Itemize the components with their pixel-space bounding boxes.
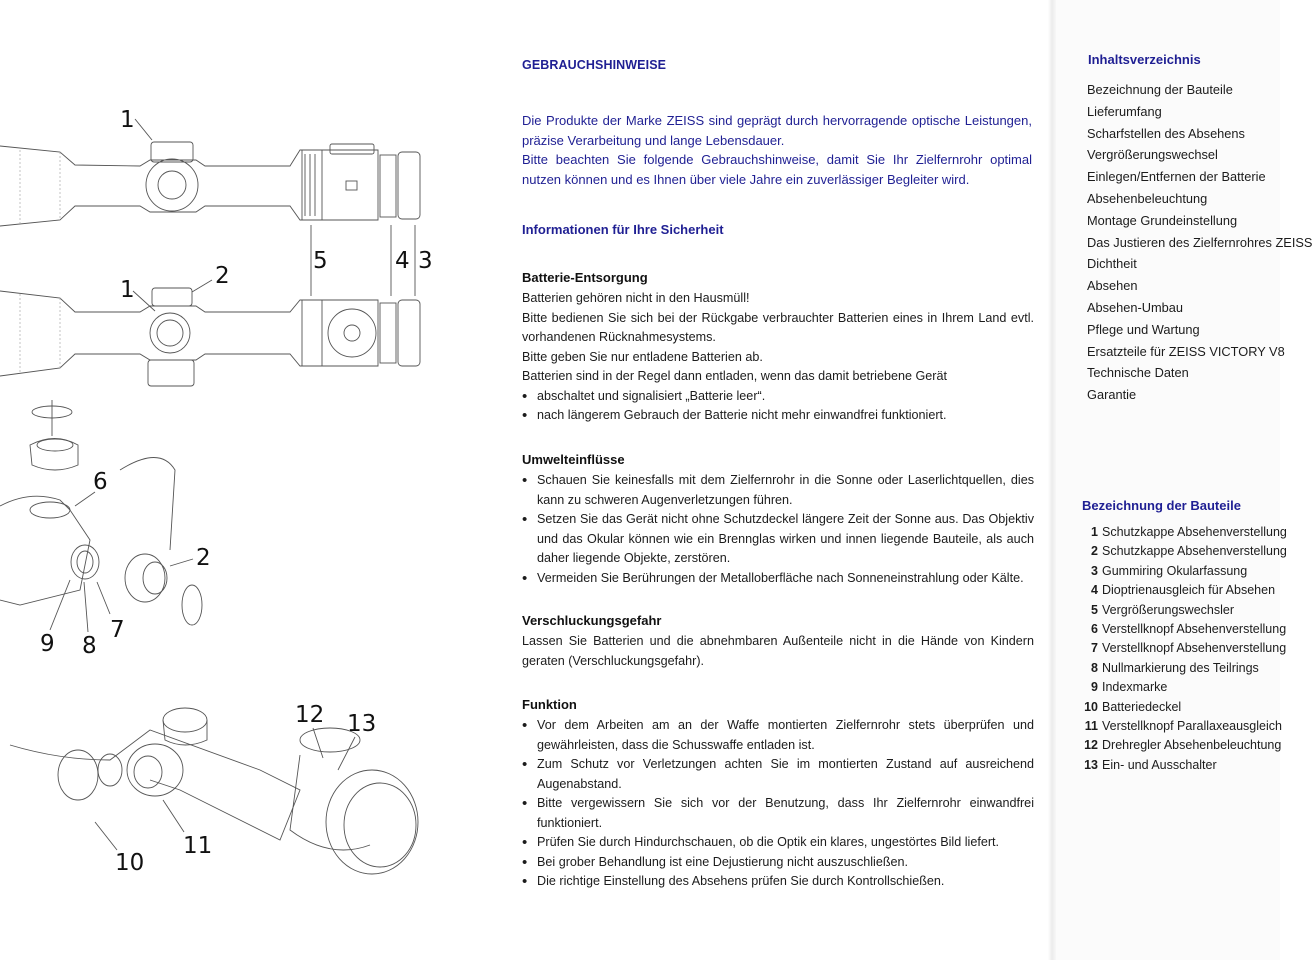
toc-item: Bezeichnung der Bauteile xyxy=(1087,82,1233,97)
toc-item: Absehen-Umbau xyxy=(1087,299,1184,315)
toc-item: Pflege und Wartung xyxy=(1087,321,1200,337)
parts-item xyxy=(1078,620,1287,639)
part-label: Ein- und Ausschalter xyxy=(1102,757,1217,772)
callout-10: 10 xyxy=(115,850,145,876)
part-label: Gummiring Okularfassung xyxy=(1102,563,1248,578)
callout-1-top: 1 xyxy=(120,107,135,133)
function-section xyxy=(522,696,1034,892)
part-label: Verstellknopf Parallaxeausgleich xyxy=(1102,719,1282,734)
section-heading: Batterie-Entsorgung xyxy=(522,270,648,285)
toc-title: Inhaltsverzeichnis xyxy=(1088,52,1201,67)
table-of-contents xyxy=(1087,79,1312,406)
part-number: 8 xyxy=(1091,660,1098,675)
toc-item: Technische Daten xyxy=(1087,365,1189,381)
toc-item: Ersatzteile für ZEISS VICTORY V8 xyxy=(1087,343,1285,359)
part-label: Indexmarke xyxy=(1102,680,1168,695)
page-title: GEBRAUCHSHINWEISE xyxy=(522,58,667,72)
part-label: Dioptrienausgleich für Absehen xyxy=(1102,583,1276,598)
part-number: 3 xyxy=(1091,563,1098,578)
callout-8: 8 xyxy=(82,633,97,659)
paragraph: Batterien gehören nicht in den Hausmüll! xyxy=(522,291,750,305)
callout-6: 6 xyxy=(93,469,108,495)
section-heading: Funktion xyxy=(522,697,577,712)
callout-2-middle: 2 xyxy=(215,263,230,289)
toc-item: Dichtheit xyxy=(1087,256,1137,272)
toc-item: Montage Grundeinstellung xyxy=(1087,212,1238,228)
environment-section xyxy=(522,451,1034,588)
battery-disposal-section xyxy=(522,269,1034,426)
part-label: Drehregler Absehenbeleuchtung xyxy=(1102,738,1282,753)
bullet-item: • Bitte vergewissern Sie sich vor der Benutzung, dass Ihr Zielfernrohr einwandfrei funktioniert. xyxy=(522,794,1034,833)
contents-page xyxy=(1056,0,1312,960)
callout-9: 9 xyxy=(40,631,55,657)
parts-list xyxy=(1078,523,1287,775)
instructions-page xyxy=(470,0,1048,960)
bullet-list xyxy=(522,471,1034,588)
illustration-page xyxy=(0,0,470,960)
paragraph: Lassen Sie Batterien und die abnehmbaren Außenteile nicht in die Hände von Kindern geraten (Verschluckungsgefahr). xyxy=(522,634,1034,668)
parts-item xyxy=(1078,639,1287,658)
bullet-list xyxy=(522,387,1034,426)
parts-item xyxy=(1078,562,1287,581)
paragraph: Batterien sind in der Regel dann entladen, wenn das damit betriebene Gerät xyxy=(522,369,947,383)
part-label: Schutzkappe Absehenverstellung xyxy=(1102,544,1287,559)
parts-item xyxy=(1078,678,1287,697)
callout-11: 11 xyxy=(183,833,213,859)
section-heading: Verschluckungsgefahr xyxy=(522,613,662,628)
bullet-item: • Schauen Sie keinesfalls mit dem Zielfernrohr in die Sonne oder Laserlichtquellen, dies kann zu schweren Augenverletzungen führen. xyxy=(522,471,1034,510)
part-number: 4 xyxy=(1091,583,1098,598)
toc-item: Garantie xyxy=(1087,387,1137,403)
toc-item: Einlegen/Entfernen der Batterie xyxy=(1087,169,1266,185)
parts-item xyxy=(1078,698,1287,717)
parts-item xyxy=(1078,523,1287,542)
part-label: Schutzkappe Absehenverstellung xyxy=(1102,525,1287,539)
bullet-item: • Bei grober Behandlung ist eine Dejustierung nicht auszuschließen. xyxy=(522,853,1034,873)
bullet-item: • Vor dem Arbeiten am an der Waffe montierten Zielfernrohr stets überprüfen und gewährleisten, dass die Schusswaffe entladen ist. xyxy=(522,716,1034,755)
scope-side-view-top xyxy=(0,142,420,226)
scope-top-view xyxy=(0,288,420,386)
part-number: 12 xyxy=(1084,738,1098,753)
bullet-item: • Vermeiden Sie Berührungen der Metalloberfläche nach Sonneneinstrahlung oder Kälte. xyxy=(522,569,1034,589)
part-number: 13 xyxy=(1084,757,1098,772)
callout-5: 5 xyxy=(313,248,328,274)
bullet-item: • Setzen Sie das Gerät nicht ohne Schutzdeckel längere Zeit der Sonne aus. Das Objektiv und das Okular können wie ein Brennglas wirken und innen liegende Bauteile, als auch daher liegende Objekte, zerstören. xyxy=(522,510,1034,569)
part-number: 9 xyxy=(1091,680,1098,695)
parts-item xyxy=(1078,717,1287,736)
callout-7: 7 xyxy=(110,617,125,643)
part-number: 1 xyxy=(1091,525,1098,539)
parts-item xyxy=(1078,756,1287,775)
callout-13: 13 xyxy=(347,711,377,737)
section-heading: Umwelteinflüsse xyxy=(522,452,625,467)
callout-3: 3 xyxy=(418,248,433,274)
callout-4: 4 xyxy=(395,248,410,274)
bullet-item: • abschaltet und signalisiert „Batterie leer“. xyxy=(522,387,1034,407)
parts-item xyxy=(1078,736,1287,755)
part-number: 6 xyxy=(1091,622,1098,637)
bullet-item: • nach längerem Gebrauch der Batterie nicht mehr einwandfrei funktioniert. xyxy=(522,406,1034,426)
parts-item xyxy=(1078,581,1287,600)
parts-title: Bezeichnung der Bauteile xyxy=(1082,498,1241,513)
intro-paragraph: Bitte beachten Sie folgende Gebrauchshinweise, damit Sie Ihr Zielfernrohr optimal nutzen können und es Ihnen über viele Jahre ein zuverlässiger Begleiter wird. xyxy=(522,152,1032,187)
intro-text xyxy=(522,111,1032,189)
bullet-list xyxy=(522,716,1034,892)
toc-item: Scharfstellen des Absehens xyxy=(1087,125,1245,141)
choking-hazard-section xyxy=(522,612,1034,671)
part-number: 5 xyxy=(1091,602,1098,617)
toc-item: Lieferumfang xyxy=(1087,103,1162,119)
callout-12: 12 xyxy=(295,702,325,728)
intro-paragraph: Die Produkte der Marke ZEISS sind geprägt durch hervorragende optische Leistungen, präzise Verarbeitung und lange Lebensdauer. xyxy=(522,113,1032,148)
parts-item xyxy=(1078,659,1287,678)
callout-2-exploded: 2 xyxy=(196,545,211,571)
toc-item: Vergrößerungswechsel xyxy=(1087,147,1218,163)
part-number: 10 xyxy=(1084,699,1098,714)
part-label: Nullmarkierung des Teilrings xyxy=(1102,660,1259,675)
part-label: Verstellknopf Absehenverstellung xyxy=(1102,622,1287,637)
toc-item: Das Justieren des Zielfernrohres ZEISS xyxy=(1087,234,1312,250)
part-label: Batteriedeckel xyxy=(1102,699,1182,714)
bullet-item: • Die richtige Einstellung des Absehens prüfen Sie durch Kontrollschießen. xyxy=(522,872,1034,892)
part-number: 2 xyxy=(1091,544,1098,559)
part-label: Vergrößerungswechsler xyxy=(1102,602,1235,617)
riflescope-diagram xyxy=(0,0,470,960)
safety-heading: Informationen für Ihre Sicherheit xyxy=(522,222,724,237)
bullet-item: • Prüfen Sie durch Hindurchschauen, ob die Optik ein klares, ungestörtes Bild liefert. xyxy=(522,833,1034,853)
paragraph: Bitte bedienen Sie sich bei der Rückgabe verbrauchter Batterien eines in Ihrem Land evtl. vorhandenen Rücknahmesystems. xyxy=(522,310,1034,344)
callout-1-middle: 1 xyxy=(120,277,135,303)
paragraph: Bitte geben Sie nur entladene Batterien ab. xyxy=(522,349,763,364)
parts-item xyxy=(1078,542,1287,561)
toc-item: Absehen xyxy=(1087,278,1138,294)
part-label: Verstellknopf Absehenverstellung xyxy=(1102,641,1287,656)
parts-item xyxy=(1078,601,1287,620)
part-number: 11 xyxy=(1084,719,1098,734)
toc-item: Absehenbeleuchtung xyxy=(1087,190,1208,206)
part-number: 7 xyxy=(1091,641,1098,656)
bullet-item: • Zum Schutz vor Verletzungen achten Sie im montierten Zustand auf ausreichend Augenabstand. xyxy=(522,755,1034,794)
